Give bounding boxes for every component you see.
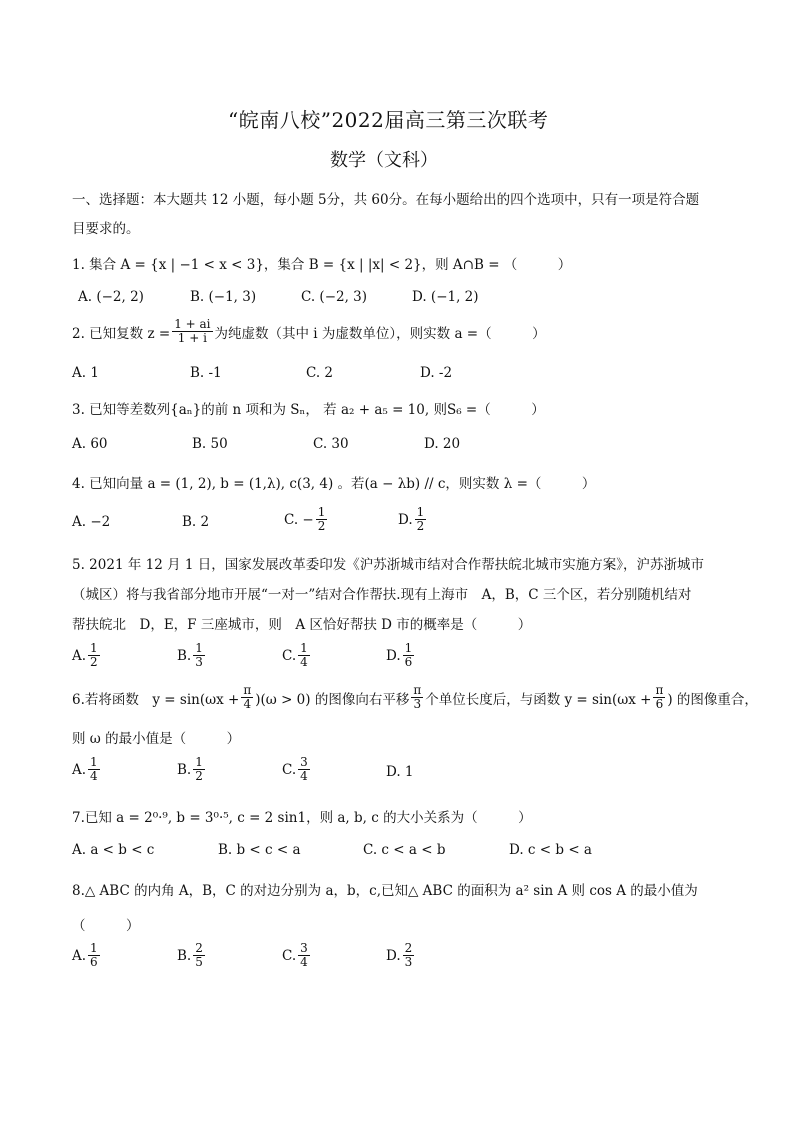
q5-option-b-num: 1	[195, 641, 203, 655]
q8-option-d-frac	[403, 942, 415, 969]
q6-option-a	[72, 756, 102, 783]
q1-option-b: B. (−1, 3)	[190, 289, 257, 305]
q6-stem	[72, 684, 758, 711]
q2-option-d: D. -2	[420, 365, 453, 381]
q6-option-c-num: 3	[300, 755, 308, 769]
q5-option-c-den: 4	[300, 655, 308, 670]
q5-option-c-label: C.	[282, 647, 297, 664]
q4-option-a: A. −2	[72, 514, 111, 530]
q5-option-a-label: A.	[72, 647, 87, 664]
q5-option-d-frac	[403, 642, 415, 669]
q8-line1: 8.△ ABC 的内角 A，B，C 的对边分别为 a，b，c,已知△ ABC 的面积为 a² sin A 则 cos A 的最小值为	[72, 883, 698, 899]
q6-option-a-label: A.	[72, 761, 87, 778]
q8-option-a-num: 1	[90, 941, 98, 955]
q3-option-a: A. 60	[72, 436, 108, 452]
q8-option-c-label: C.	[282, 947, 297, 964]
q1-stem: 1. 集合 A = {x | −1 < x < 3}，集合 B = {x | |x| < 2}，则 A∩B = （ ）	[72, 257, 572, 273]
q6-option-c	[282, 756, 312, 783]
q6-option-c-label: C.	[282, 761, 297, 778]
q4-option-c	[284, 506, 329, 533]
q2-option-b: B. -1	[190, 365, 222, 381]
q6-frac2-den: 3	[413, 697, 422, 712]
q6-option-b	[177, 756, 207, 783]
q6-option-c-frac	[298, 756, 310, 783]
q8-option-c-den: 4	[300, 955, 308, 970]
section-instruction-line2: 目要求的。	[72, 221, 140, 237]
q6-part3: 个单位长度后，与函数 y = sin(ωx +	[425, 691, 652, 708]
q6-option-c-den: 4	[300, 769, 308, 784]
q3-stem: 3. 已知等差数列{aₙ}的前 n 项和为 Sₙ， 若 a₂ + a₅ = 10, 则S₆ =（ ）	[72, 402, 545, 418]
q1-option-d: D. (−1, 2)	[412, 289, 479, 305]
q8-option-d-label: D.	[386, 947, 401, 964]
q8-line2: （ ）	[72, 918, 140, 934]
q3-option-d: D. 20	[424, 436, 461, 452]
q6-line2: 则 ω 的最小值是（ ）	[72, 731, 241, 747]
q4-option-d-label: D.	[398, 511, 413, 528]
q4-stem: 4. 已知向量 a = (1, 2), b = (1,λ), c(3, 4) 。若(a − λb) // c，则实数 λ =（ ）	[72, 476, 596, 492]
section-instruction-line1: 一、选择题：本大题共 12 小题，每小题 5分，共 60分。在每小题给出的四个选项中，只有一项是符合题	[72, 192, 700, 208]
q2-stem-pre: 2. 已知复数 z =	[72, 325, 171, 342]
q1-option-c: C. (−2, 3)	[301, 289, 368, 305]
q7-option-a: A. a < b < c	[72, 842, 155, 858]
q6-option-a-frac	[88, 756, 100, 783]
q6-frac1-den: 4	[243, 697, 252, 712]
q2-fraction-den: 1 + i	[177, 331, 207, 346]
q8-option-c	[282, 942, 312, 969]
q8-option-c-frac	[298, 942, 310, 969]
q6-part2: )(ω > 0) 的图像向右平移	[255, 691, 410, 708]
page-title: “皖南八校”2022届高三第三次联考	[228, 108, 549, 132]
q6-option-b-den: 2	[195, 769, 203, 784]
q5-option-c-frac	[298, 642, 310, 669]
q8-option-d-num: 2	[404, 941, 413, 955]
q3-option-b: B. 50	[192, 436, 228, 452]
q5-option-a-den: 2	[90, 655, 98, 670]
q8-option-c-num: 3	[300, 941, 308, 955]
q6-part4: ) 的图像重合，	[667, 691, 758, 708]
q6-option-b-num: 1	[195, 755, 203, 769]
q5-option-d-num: 1	[404, 641, 413, 655]
q5-option-c	[282, 642, 312, 669]
q7-option-d: D. c < b < a	[509, 842, 592, 858]
q5-line3: 帮扶皖北 D，E，F 三座城市，则 A 区恰好帮扶 D 市的概率是（ ）	[72, 617, 532, 633]
q2-stem-post: 为纯虚数（其中 i 为虚数单位），则实数 a =（ ）	[214, 325, 546, 342]
q5-option-b-den: 3	[195, 655, 203, 670]
q5-option-d-label: D.	[386, 647, 401, 664]
q7-option-c: C. c < a < b	[363, 842, 446, 858]
q6-frac3-den: 6	[655, 697, 664, 712]
q2-fraction-num: 1 + ai	[174, 317, 211, 331]
q8-option-a-frac	[88, 942, 100, 969]
q5-option-c-num: 1	[300, 641, 308, 655]
q5-option-a	[72, 642, 102, 669]
q5-line2: （城区）将与我省部分地市开展“一对一”结对合作帮扶.现有上海市 A，B，C 三个区，若分别随机结对	[72, 587, 692, 603]
q8-option-a	[72, 942, 102, 969]
q5-option-b-frac	[193, 642, 205, 669]
q6-frac3-num: π	[655, 683, 664, 697]
q4-option-c-label: C. −	[284, 511, 314, 528]
q5-line1: 5. 2021 年 12 月 1 日，国家发展改革委印发《沪苏浙城市结对合作帮扶皖北城市实施方案》，沪苏浙城市	[72, 557, 705, 573]
q2-fraction	[172, 318, 212, 345]
q4-option-c-den: 2	[317, 519, 326, 534]
q4-option-d-den: 2	[416, 519, 425, 534]
q8-option-b-label: B.	[177, 947, 192, 964]
q6-frac3	[653, 684, 665, 711]
q8-option-a-label: A.	[72, 947, 87, 964]
q5-option-d-den: 6	[404, 655, 413, 670]
q4-option-d	[398, 506, 428, 533]
q4-option-b: B. 2	[182, 514, 210, 530]
q8-option-d-den: 3	[404, 955, 413, 970]
q2-option-c: C. 2	[306, 365, 334, 381]
q6-frac1-num: π	[243, 683, 252, 697]
q8-option-b-num: 2	[195, 941, 203, 955]
q2-stem	[72, 318, 546, 345]
q6-option-b-frac	[193, 756, 205, 783]
q6-option-b-label: B.	[177, 761, 192, 778]
q8-option-d	[386, 942, 416, 969]
q6-option-d: D. 1	[386, 764, 414, 780]
q6-option-a-den: 4	[90, 769, 98, 784]
q8-option-b-den: 5	[195, 955, 203, 970]
q4-option-d-frac	[415, 506, 427, 533]
q5-option-a-num: 1	[90, 641, 98, 655]
q4-option-d-num: 1	[416, 505, 425, 519]
q6-frac1	[241, 684, 253, 711]
q5-option-b-label: B.	[177, 647, 192, 664]
q5-option-d	[386, 642, 416, 669]
q5-option-a-frac	[88, 642, 100, 669]
q7-stem: 7.已知 a = 2⁰·⁹, b = 3⁰·⁵, c = 2 sin1，则 a, b, c 的大小关系为（ ）	[72, 810, 532, 826]
q6-option-a-num: 1	[90, 755, 98, 769]
q7-option-b: B. b < c < a	[218, 842, 301, 858]
page-subtitle: 数学（文科）	[330, 150, 438, 171]
q4-option-c-frac	[316, 506, 328, 533]
q6-frac2-num: π	[413, 683, 422, 697]
q4-option-c-num: 1	[317, 505, 326, 519]
q1-option-a: A. (−2, 2)	[78, 289, 144, 305]
q8-option-b-frac	[193, 942, 205, 969]
q8-option-b	[177, 942, 207, 969]
q3-option-c: C. 30	[313, 436, 349, 452]
q6-frac2	[411, 684, 423, 711]
q2-option-a: A. 1	[72, 365, 99, 381]
q5-option-b	[177, 642, 207, 669]
q8-option-a-den: 6	[90, 955, 98, 970]
q6-part1: 6.若将函数 y = sin(ωx +	[72, 691, 240, 708]
